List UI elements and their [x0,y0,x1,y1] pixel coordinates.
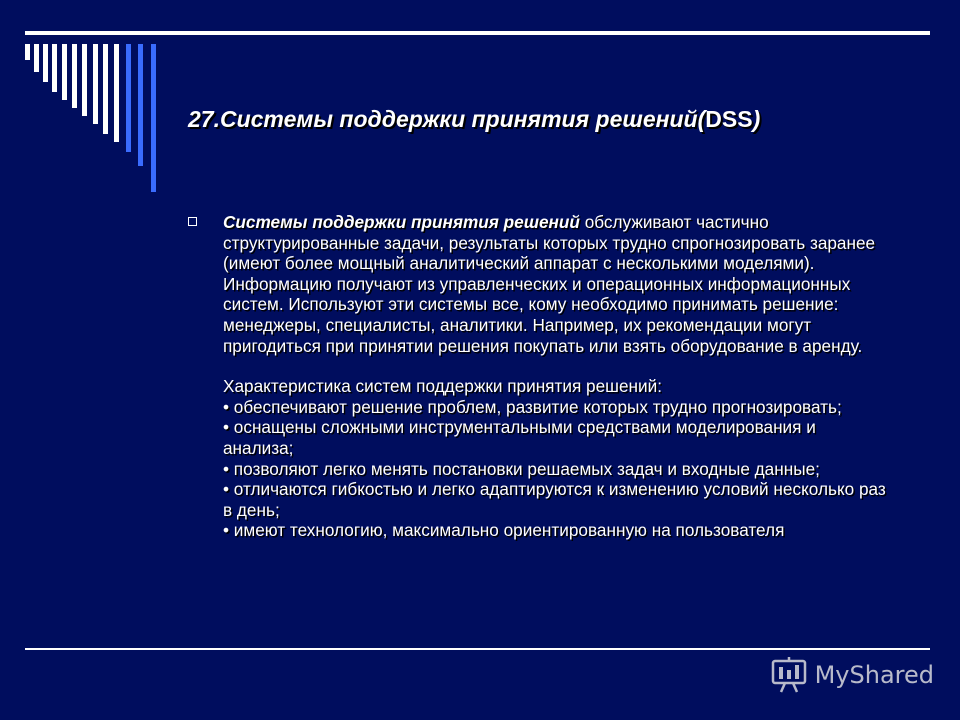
decorative-stripe [126,44,131,152]
watermark-text: MyShared [814,661,934,689]
square-bullet-icon [188,217,197,226]
decorative-stripe [93,44,98,124]
decorative-stripe [25,44,30,60]
main-paragraph [223,212,888,541]
decorative-stripe [52,44,57,92]
decorative-stripe [82,44,87,116]
characteristic-item: • позволяют легко менять постановки решаемых задач и входные данные; [223,458,820,479]
characteristics-heading: Характеристика систем поддержки принятия решений: [223,376,662,397]
paragraph-lead: Системы поддержки принятия решений [223,212,580,232]
characteristic-item: • отличаются гибкостью и легко адаптируются к изменению условий несколько раз в день; [223,479,886,520]
bottom-rule [25,648,930,650]
characteristic-item: • оснащены сложными инструментальными средствами моделирования и анализа; [223,417,816,458]
slide-title: 27.Системы поддержки принятия решений(DSS) [188,106,761,132]
top-rule [25,31,930,35]
characteristic-item: • обеспечивают решение проблем, развитие которых трудно прогнозировать; [223,396,842,417]
presentation-board-icon [769,655,809,695]
paragraph-text: обслуживают частично структурированные задачи, результаты которых трудно спрогнозировать заранее (имеют более мощный аналитический аппарат с несколькими моделями). Информацию получают из управленческих и операционных информационных систем. Используют эти системы все, кому необходимо принимать решение: менеджеры, специалисты, аналитики. Например, их рекомендации могут пригодиться при принятии решения покупать или взять оборудование в аренду. [223,212,876,356]
decorative-stripe [138,44,143,166]
decorative-stripe [72,44,77,108]
decorative-stripe [114,44,119,142]
decorative-stripe [62,44,67,100]
watermark [769,655,934,695]
decorative-stripe [34,44,39,72]
characteristic-item: • имеют технологию, максимально ориентированную на пользователя [223,520,785,541]
decorative-stripe [103,44,108,134]
decorative-stripe [151,44,156,192]
decorative-stripe [43,44,48,82]
slide-body [188,212,888,541]
